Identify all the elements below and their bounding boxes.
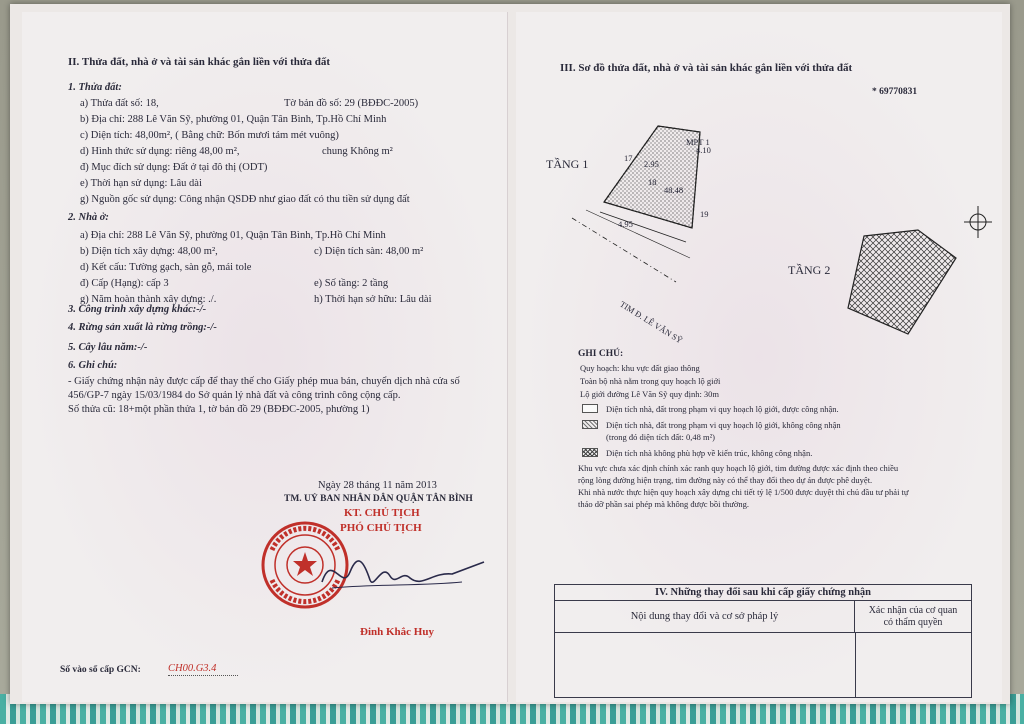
house-ownership-term: h) Thời hạn sở hữu: Lâu dài — [314, 294, 432, 305]
warning-1b: rộng lòng đường hiện trạng, tim đường này có thể thay đổi theo dự án được phê duyệt. — [578, 475, 873, 485]
house-completion-year: g) Năm hoàn thành xây dựng: ./. — [80, 294, 217, 305]
plantation-forest: 4. Rừng sản xuất là rừng trồng:-/- — [68, 322, 217, 333]
changes-col-content: Nội dung thay đổi và cơ sở pháp lý — [555, 601, 855, 633]
registry-number: CH00.G3.4 — [168, 663, 238, 676]
house-floors: e) Số tầng: 2 tầng — [314, 278, 389, 289]
land-term: e) Thời hạn sử dụng: Lâu dài — [80, 178, 202, 189]
plot-label-area: 48.48 — [664, 185, 684, 195]
dim-4-95: 4.95 — [618, 219, 633, 229]
plot-label-17: 17 — [624, 153, 633, 163]
legend-recognized: Diện tích nhà, đất trong phạm vi quy hoạch lộ giới, được công nhận. — [606, 404, 839, 414]
warning-2b: tháo dỡ phần sai phép mà không được bồi thường. — [578, 499, 749, 509]
right-page — [516, 12, 1002, 702]
changes-table-divider — [855, 633, 856, 697]
plot-label-19: 19 — [700, 209, 709, 219]
notes-heading: 6. Ghi chú: — [68, 360, 118, 371]
certificate-document — [10, 4, 1010, 704]
road-label: TIM Đ. LÊ VĂN SỸ — [618, 298, 685, 346]
land-purpose: đ) Mục đích sử dụng: Đất ở tại đô thị (ODT) — [80, 162, 268, 173]
dim-4-10: 4.10 — [696, 145, 711, 155]
warning-1: Khu vực chưa xác định chính xác ranh quy hoạch lộ giới, tim đường được xác định theo chiều — [578, 463, 899, 473]
house-grade: đ) Cấp (Hạng): cấp 3 — [80, 278, 169, 289]
plot-diagram — [516, 12, 1002, 342]
other-works: 3. Công trình xây dựng khác:-/- — [68, 304, 207, 315]
dim-2-95: 2.95 — [644, 159, 659, 169]
land-area: c) Diện tích: 48,00m², ( Bằng chữ: Bốn mươi tám mét vuông) — [80, 130, 339, 141]
legend-note-2: Toàn bộ nhà nằm trong quy hoạch lộ giới — [580, 376, 721, 386]
legend-note-1: Quy hoạch: khu vực đất giao thông — [580, 363, 700, 373]
house-floor-area: c) Diện tích sàn: 48,00 m² — [314, 246, 424, 257]
land-address: b) Địa chỉ: 288 Lê Văn Sỹ, phường 01, Quận Tân Bình, Tp.Hồ Chí Minh — [80, 114, 387, 125]
house-build-area: b) Diện tích xây dựng: 48,00 m², — [80, 246, 218, 257]
land-parcel-number: a) Thửa đất số: 18, — [80, 98, 159, 109]
house-heading: 2. Nhà ở: — [68, 212, 109, 223]
plot-label-lot: 18 — [648, 177, 657, 187]
legend-swatch-architecture — [582, 448, 598, 457]
house-structure: d) Kết cấu: Tường gạch, sàn gỗ, mái tole — [80, 262, 252, 273]
note-line-1: - Giấy chứng nhận này được cấp để thay thế cho Giấy phép mua bán, chuyển dịch nhà cửa số — [68, 376, 460, 387]
floor-1-label: TẦNG 1 — [546, 157, 589, 171]
section-iii-title: III. Sơ đồ thửa đất, nhà ở và tài sản khác gắn liền với thửa đất — [560, 62, 853, 74]
legend-not-recognized-area: (trong đó diện tích đất: 0,48 m²) — [606, 432, 716, 442]
legend-heading: GHI CHÚ: — [578, 349, 624, 359]
floor-2-label: TẦNG 2 — [788, 263, 831, 277]
handwritten-signature — [312, 542, 492, 602]
changes-col-confirmation — [855, 601, 971, 633]
registry-label: Số vào sổ cấp GCN: — [60, 665, 141, 675]
land-origin: g) Nguồn gốc sử dụng: Công nhận QSDĐ như giao đất có thu tiền sử dụng đất — [80, 194, 410, 205]
legend-swatch-recognized — [582, 404, 598, 413]
legend-not-recognized: Diện tích nhà, đất trong phạm vi quy hoạch lộ giới, không công nhận — [606, 420, 841, 430]
serial-number: * 69770831 — [872, 87, 918, 97]
plot-label-mpt: MPT 1 — [686, 137, 710, 147]
house-address: a) Địa chỉ: 288 Lê Văn Sỹ, phường 01, Quận Tân Bình, Tp.Hồ Chí Minh — [80, 230, 386, 241]
perennial-trees: 5. Cây lâu năm:-/- — [68, 342, 148, 353]
issuing-authority: TM. UỶ BAN NHÂN DÂN QUẬN TÂN BÌNH — [284, 494, 473, 504]
land-heading: 1. Thửa đất: — [68, 82, 122, 93]
signatory-title: PHÓ CHỦ TỊCH — [340, 522, 422, 534]
warning-2: Khi nhà nước thực hiện quy hoạch xây dựng chi tiết tỷ lệ 1/500 được duyệt thì chủ đầu tư phải tự — [578, 487, 909, 497]
changes-col-confirmation-line2: có thẩm quyền — [883, 617, 943, 628]
signer-name: Đinh Khắc Huy — [360, 626, 434, 638]
land-use-form: d) Hình thức sử dụng: riêng 48,00 m², — [80, 146, 240, 157]
section-ii-title: II. Thửa đất, nhà ở và tài sản khác gắn liền với thửa đất — [68, 56, 331, 68]
legend-swatch-not-recognized — [582, 420, 598, 429]
note-line-3: Số thửa cũ: 18+một phần thửa 1, tờ bản đồ 29 (BĐĐC-2005, phường 1) — [68, 404, 370, 415]
changes-table-title: IV. Những thay đổi sau khi cấp giấy chứng nhận — [555, 585, 971, 601]
issue-date: Ngày 28 tháng 11 năm 2013 — [318, 480, 437, 491]
changes-col-confirmation-line1: Xác nhận của cơ quan — [868, 605, 958, 616]
land-common-use: chung Không m² — [322, 146, 393, 157]
legend-note-3: Lộ giới đường Lê Văn Sỹ quy định: 30m — [580, 389, 720, 399]
left-page — [22, 12, 508, 702]
signatory-kt: KT. CHỦ TỊCH — [344, 507, 420, 519]
changes-table — [554, 584, 972, 698]
legend-architecture: Diện tích nhà không phù hợp về kiến trúc, không công nhận. — [606, 448, 813, 458]
note-line-2: 456/GP-7 ngày 15/03/1984 do Sở quản lý nhà đất và công trình công cộng cấp. — [68, 390, 401, 401]
land-map-sheet: Tờ bản đồ số: 29 (BĐĐC-2005) — [284, 98, 419, 109]
